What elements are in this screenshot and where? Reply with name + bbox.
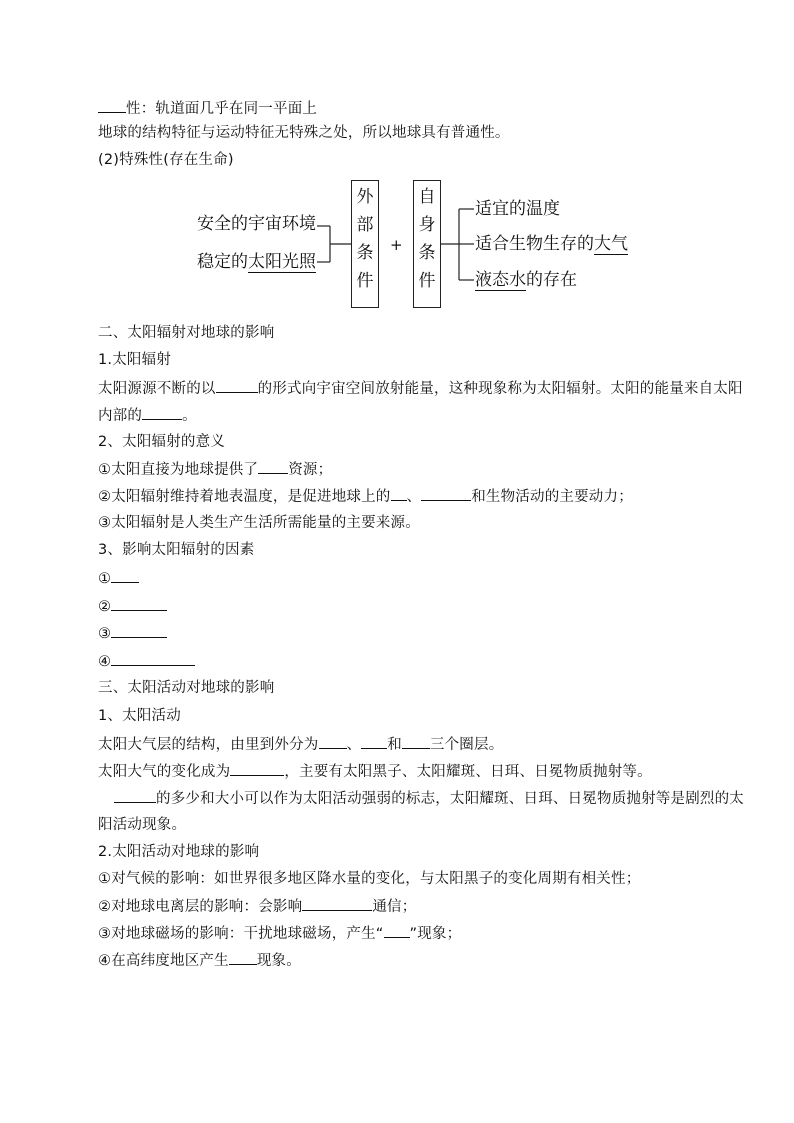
text-line-significance-2 [98, 486, 633, 507]
fill-blank[interactable] [402, 734, 430, 749]
text-span: 的多少和大小可以作为太阳活动强弱的标志，太阳耀斑、日珥、日冕物质抛射等是剧烈的太 [156, 791, 744, 807]
diagram-atmosphere [475, 233, 628, 255]
text-span: 太阳大气的变化成为 [98, 764, 231, 780]
internal-conditions-box [413, 180, 441, 308]
box-char: 条 [356, 243, 374, 263]
fill-blank[interactable] [361, 734, 387, 749]
text-line-radiation-source [98, 405, 197, 426]
box-char: 身 [418, 215, 436, 235]
box-char: 自 [418, 187, 436, 207]
subsection-title-solar-radiation: 1.太阳辐射 [98, 352, 172, 368]
text-span: ④在高纬度地区产生 [98, 953, 229, 969]
text-span: 通信； [372, 899, 417, 915]
text-span: 的形式向宇宙空间放射能量，这种现象称为太阳辐射。太阳的能量来自太阳 [257, 381, 743, 397]
fill-blank[interactable] [111, 623, 167, 638]
factor-item-1 [98, 568, 139, 589]
text-line-activity-indicator-cont: 阳活动现象。 [98, 817, 187, 833]
text-line-effect-aurora [98, 950, 301, 971]
section-title-solar-activity: 三、太阳活动对地球的影响 [98, 680, 275, 696]
diagram-stable-sunlight [197, 251, 316, 273]
text-line-effect-ionosphere [98, 896, 416, 917]
factor-item-3 [98, 623, 167, 644]
box-char: 条 [418, 243, 436, 263]
orbit-plane-text: 性：轨道面几乎在同一平面上 [126, 101, 318, 117]
fill-blank[interactable] [421, 486, 471, 501]
text-line-activity-indicator [114, 788, 744, 809]
text-span: 内部的 [98, 408, 143, 424]
fill-blank[interactable] [319, 734, 347, 749]
text-span: 现象。 [256, 953, 301, 969]
diagram-liquid-water [475, 269, 577, 291]
diagram-safe-environment: 安全的宇宙环境 [197, 214, 316, 234]
subsection-title-effects: 2.太阳活动对地球的影响 [98, 844, 260, 860]
external-conditions-box [351, 180, 379, 308]
text-line-atmosphere-layers [98, 734, 503, 755]
text-line-effect-magnetic [98, 923, 461, 944]
factor-item-4 [98, 651, 195, 672]
box-char: 件 [418, 271, 436, 291]
plus-sign: + [390, 236, 403, 254]
liquid-water-label: 液态水 [475, 270, 526, 290]
fill-blank[interactable] [391, 486, 407, 501]
fill-blank[interactable] [111, 568, 139, 583]
text-span: 三个圈层。 [429, 737, 504, 753]
text-span: 。 [182, 408, 197, 424]
stable-label: 稳定的 [197, 252, 248, 272]
subsection-title-factors: 3、影响太阳辐射的因素 [98, 542, 255, 558]
text-span: 资源； [288, 462, 333, 478]
subsection-title-solar-activity: 1、太阳活动 [98, 708, 181, 724]
fill-blank[interactable] [216, 378, 258, 393]
fill-blank[interactable] [229, 950, 257, 965]
fill-blank[interactable] [111, 651, 195, 666]
atmosphere-label: 大气 [594, 234, 628, 254]
box-char: 件 [356, 271, 374, 291]
text-line-orbit-plane [98, 98, 317, 119]
text-span: ②对地球电离层的影响：会影响 [98, 899, 303, 915]
text-line-effect-climate: ①对气候的影响：如世界很多地区降水量的变化，与太阳黑子的变化周期有相关性； [98, 871, 641, 887]
box-char: 外 [356, 187, 374, 207]
liquid-water-suffix: 的存在 [526, 270, 577, 290]
text-span: ，主要有太阳黑子、太阳耀斑、日珥、日冕物质抛射等。 [284, 764, 652, 780]
text-span: 太阳大气层的结构，由里到外分为 [98, 737, 319, 753]
item-number: ① [98, 571, 112, 587]
text-line-significance-3: ③太阳辐射是人类生产生活所需能量的主要来源。 [98, 515, 420, 531]
text-span: 和 [387, 737, 402, 753]
text-span: 太阳源源不断的以 [98, 381, 216, 397]
box-char: 部 [356, 215, 374, 235]
fill-blank[interactable] [230, 761, 284, 776]
fill-blank[interactable] [142, 405, 182, 420]
fill-blank[interactable] [98, 98, 126, 113]
text-line-radiation-definition [98, 378, 743, 399]
factor-item-2 [98, 596, 167, 617]
item-number: ② [98, 599, 112, 615]
text-span: ”现象； [409, 926, 462, 942]
text-span: ②太阳辐射维持着地表温度，是促进地球上的 [98, 489, 391, 505]
text-span: 、 [346, 737, 362, 753]
text-span: 、 [406, 489, 422, 505]
item-number: ③ [98, 626, 112, 642]
text-span: ①太阳直接为地球提供了 [98, 462, 259, 478]
atmosphere-prefix: 适合生物生存的 [475, 234, 594, 254]
text-line-special: (2)特殊性(存在生命) [98, 152, 234, 168]
item-number: ④ [98, 654, 112, 670]
fill-blank[interactable] [114, 788, 156, 803]
text-line-solar-activity-definition [98, 761, 652, 782]
subsection-title-significance: 2、太阳辐射的意义 [98, 434, 226, 450]
fill-blank[interactable] [258, 459, 288, 474]
sunlight-label: 太阳光照 [248, 252, 316, 272]
text-span: 和生物活动的主要动力； [471, 489, 633, 505]
text-line-significance-1 [98, 459, 332, 480]
fill-blank[interactable] [384, 923, 410, 938]
text-span: ③对地球磁场的影响：干扰地球磁场，产生“ [98, 926, 384, 942]
fill-blank[interactable] [302, 896, 372, 911]
section-title-solar-radiation: 二、太阳辐射对地球的影响 [98, 325, 275, 341]
text-line-ordinary: 地球的结构特征与运动特征无特殊之处，所以地球具有普通性。 [98, 125, 510, 141]
diagram-temperature: 适宜的温度 [475, 199, 560, 219]
fill-blank[interactable] [111, 596, 167, 611]
